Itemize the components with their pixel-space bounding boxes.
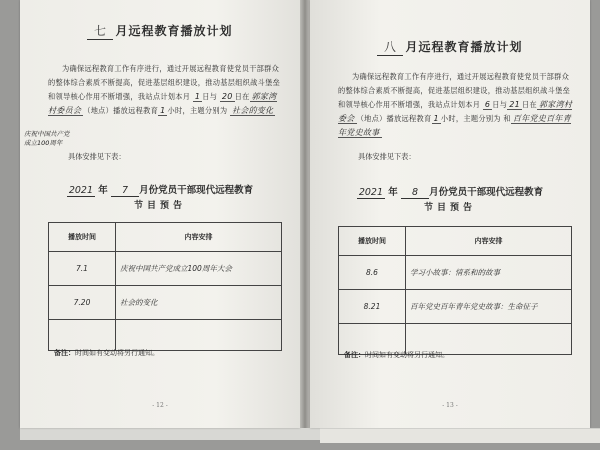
- right-hours: 1: [433, 114, 439, 123]
- column-header-content: 内容安排: [406, 227, 572, 256]
- row-content: 百年党史百年青年党史故事：生命征子: [406, 290, 572, 324]
- table-row: [339, 256, 572, 290]
- book-gutter: [300, 0, 310, 428]
- left-day2: 20: [221, 92, 233, 101]
- right-intro-paragraph: 为确保远程教育工作有序进行，通过开展远程教育使党员干部群众的整体综合素质不断提高，促进基层组织建设，推动基层组织战斗堡垒和领导核心作用不断增强，我站点计划本月 6 日与 21 日在 郭家湾村委会 （地点）播放远程教育 1 小时，主题分别为 和 百年党史百年青年党史故事: [338, 72, 573, 137]
- left-page-title: [20, 22, 300, 40]
- column-header-time: 播放时间: [49, 223, 116, 252]
- right-page-number: - 13 -: [442, 402, 458, 409]
- row-time: 8.6: [339, 256, 406, 290]
- row-content: 社会的变化: [116, 286, 282, 320]
- left-page: [20, 0, 300, 428]
- right-title-text: 月远程教育播放计划: [405, 40, 523, 54]
- left-schedule-heading: 2021 年 7 月份党员干部现代远程教育: [68, 185, 254, 196]
- table-row: [49, 252, 282, 286]
- page-stack-edge: [320, 428, 600, 443]
- right-schedule-table: [338, 226, 572, 355]
- right-footnote: 备注：时间如有变动将另行通知。: [344, 350, 449, 359]
- right-place: 郭家湾村委会: [338, 100, 573, 123]
- right-day1: 6: [484, 100, 491, 109]
- left-topic2: 社会的变化: [231, 106, 274, 115]
- right-schedule-subheading: 节目预告: [423, 203, 476, 213]
- table-row: [339, 290, 572, 324]
- row-content: 学习小故事：情系和的故事: [406, 256, 572, 290]
- left-title-text: 月远程教育播放计划: [115, 24, 233, 38]
- left-intro-line: 具体安排见下表：: [68, 152, 126, 161]
- left-schedule-table: [48, 222, 282, 351]
- left-title-month: 七: [87, 22, 113, 40]
- left-schedule-subheading: 节目预告: [133, 201, 186, 211]
- right-title-month: 八: [377, 38, 403, 56]
- open-book: [20, 0, 590, 440]
- column-header-time: 播放时间: [339, 227, 406, 256]
- row-time: 7.20: [49, 286, 116, 320]
- column-header-content: 内容安排: [116, 223, 282, 252]
- table-row: [49, 286, 282, 320]
- left-footnote: 备注：时间如有变动将另行通知。: [54, 348, 159, 357]
- left-margin-note: 庆祝中国共产党 成立100周年: [24, 130, 70, 147]
- right-intro-line: 具体安排见下表：: [358, 152, 416, 161]
- right-page-title: [310, 38, 590, 56]
- row-time: 8.21: [339, 290, 406, 324]
- left-page-number: - 12 -: [152, 402, 168, 409]
- row-content: 庆祝中国共产党成立100周年大会: [116, 252, 282, 286]
- right-schedule-heading: 2021 年 8 月份党员干部现代远程教育: [358, 187, 544, 198]
- table-header-row: [49, 223, 282, 252]
- table-row-empty: [49, 320, 282, 351]
- table-header-row: [339, 227, 572, 256]
- left-place: 郭家湾村委员会: [48, 92, 277, 115]
- left-intro-paragraph: 为确保远程教育工作有序进行，通过开展远程教育使党员干部群众的整体综合素质不断提高，促进基层组织建设，推动基层组织战斗堡垒和领导核心作用不断增强，我站点计划本月 1 日与 20 日在 郭家湾村委员会 （地点）播放远程教育 1 小时，主题分别为 社会的变化: [48, 64, 281, 115]
- right-page: [310, 0, 590, 428]
- left-hours: 1: [160, 106, 166, 115]
- right-day2: 21: [509, 100, 521, 109]
- right-topic2: 百年党史百年青年党史故事: [338, 114, 571, 137]
- row-time: 7.1: [49, 252, 116, 286]
- left-day1: 1: [194, 92, 201, 101]
